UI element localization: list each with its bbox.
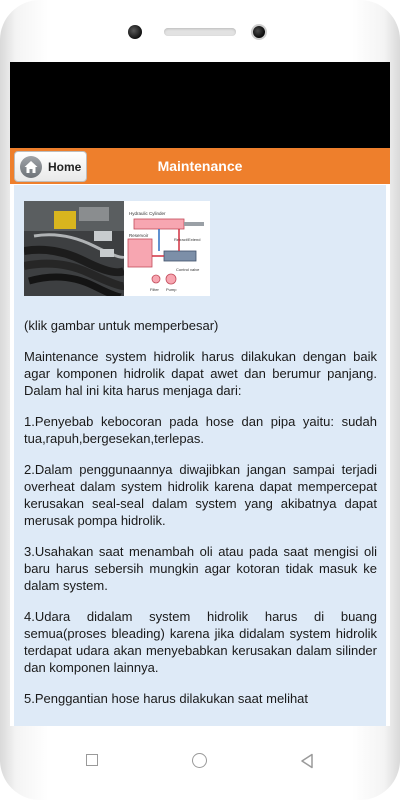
app-window bbox=[10, 148, 390, 726]
triangle-back-icon bbox=[300, 753, 314, 769]
paragraph-point-3: 3.Usahakan saat menambah oli atau pada saat mengisi oli baru harus sebersih mungkin agar kotoran tidak masuk ke dalam system. bbox=[24, 544, 377, 593]
diagram-label-retract-extend: Retract/Extend bbox=[174, 237, 201, 242]
paragraph-intro: Maintenance system hidrolik harus dilakukan dengan baik agar komponen hidrolik dapat awet dan berumur panjang. Dalam hal ini kita harus menjaga dari: bbox=[24, 349, 377, 398]
home-button[interactable] bbox=[14, 151, 87, 182]
home-button-label: Home bbox=[48, 159, 82, 174]
page-title: Maintenance bbox=[157, 158, 243, 174]
diagram-label-reservoir: Reservoir bbox=[129, 233, 149, 238]
proximity-sensor bbox=[128, 25, 142, 39]
system-nav-bar bbox=[10, 726, 390, 796]
front-camera bbox=[251, 24, 267, 40]
paragraph-point-4: 4.Udara didalam system hidrolik harus di buang semua(proses bleading) karena jika didalam system hidrolik terdapat udara akan menyebabkan kerusakan dalam silinder dan komponen lainnya. bbox=[24, 609, 377, 675]
hydraulic-diagram-image[interactable] bbox=[24, 201, 210, 296]
home-icon bbox=[20, 156, 42, 178]
nav-home-button[interactable] bbox=[192, 753, 207, 768]
diagram-label-cylinder: Hydraulic Cylinder bbox=[129, 211, 166, 216]
top-bar bbox=[10, 148, 390, 184]
paragraph-point-5: 5.Penggantian hose harus dilakukan saat melihat bbox=[24, 691, 309, 706]
image-caption: (klik gambar untuk memperbesar) bbox=[24, 318, 219, 333]
paragraph-point-2: 2.Dalam penggunaannya diwajibkan jangan sampai terjadi overheat dalam system hidrolik karena dapat mempercepat kerusakan seal-seal dalam system yang akibatnya dapat merusak pompa hidrolik. bbox=[24, 462, 377, 528]
diagram-label-filter: Filter bbox=[150, 287, 159, 292]
diagram-label-control-valve: Control valve bbox=[176, 267, 200, 272]
status-area bbox=[10, 62, 390, 148]
content-area[interactable] bbox=[14, 185, 386, 726]
recent-apps-button[interactable] bbox=[86, 754, 98, 766]
diagram-label-pump: Pump bbox=[166, 287, 177, 292]
earpiece-speaker bbox=[164, 28, 236, 36]
paragraph-point-1: 1.Penyebab kebocoran pada hose dan pipa yaitu: sudah tua,rapuh,bergesekan,terlepas. bbox=[24, 414, 377, 446]
screen bbox=[10, 62, 390, 726]
